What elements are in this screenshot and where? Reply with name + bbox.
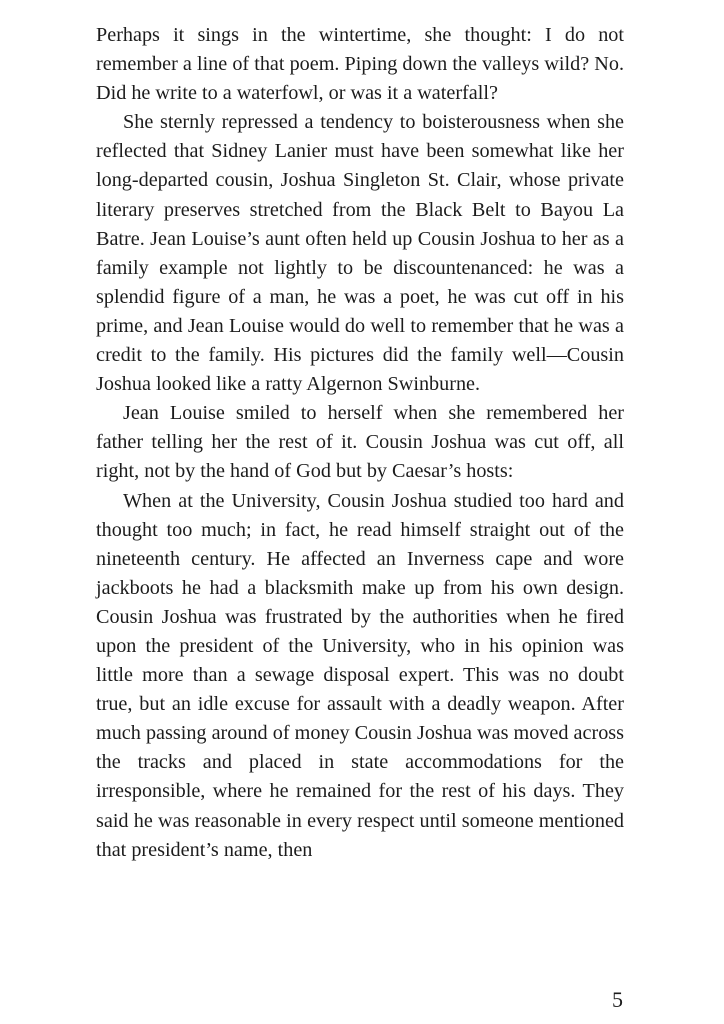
paragraph-2: She sternly repressed a tendency to boisterousness when she reflected that Sidney Lanier must have been somewhat like her long-departed cousin, Joshua Singleton St. Clair, whose private literary preserves stretched from the Black Belt to Bayou La Batre. Jean Louise’s aunt often held up Cousin Joshua to her as a family example not lightly to be discountenanced: he was a splendid figure of a man, he was a poet, he was cut off in his prime, and Jean Louise would do well to remember that he was a credit to the family. His pictures did the family well—Cousin Joshua looked like a ratty Algernon Swinburne.	[96, 111, 624, 396]
page-number: 5	[612, 987, 623, 1012]
paragraph-4: When at the University, Cousin Joshua studied too hard and thought too much; in fact, he read himself straight out of the nineteenth century. He affected an Inverness cape and wore jackboots he had a blacksmith make up from his own design. Cousin Joshua was frustrated by the authorities when he fired upon the president of the University, who in his opinion was little more than a sewage disposal expert. This was no doubt true, but an idle excuse for assault with a deadly weapon. After much passing around of money Cousin Joshua was moved across the tracks and placed in state accommodations for the irresponsible, where he remained for the rest of his days. They said he was reasonable in every respect until someone mentioned that president’s name, then	[96, 489, 624, 861]
paragraph-3: Jean Louise smiled to herself when she remembered her father telling her the rest of it. Cousin Joshua was cut off, all right, not by the hand of God but by Caesar’s hosts:	[96, 402, 624, 483]
paragraph-1: Perhaps it sings in the wintertime, she thought: I do not remember a line of that poem. Piping down the valleys wild? No. Did he write to a waterfowl, or was it a waterfall?	[96, 24, 624, 105]
page-body	[96, 21, 624, 865]
